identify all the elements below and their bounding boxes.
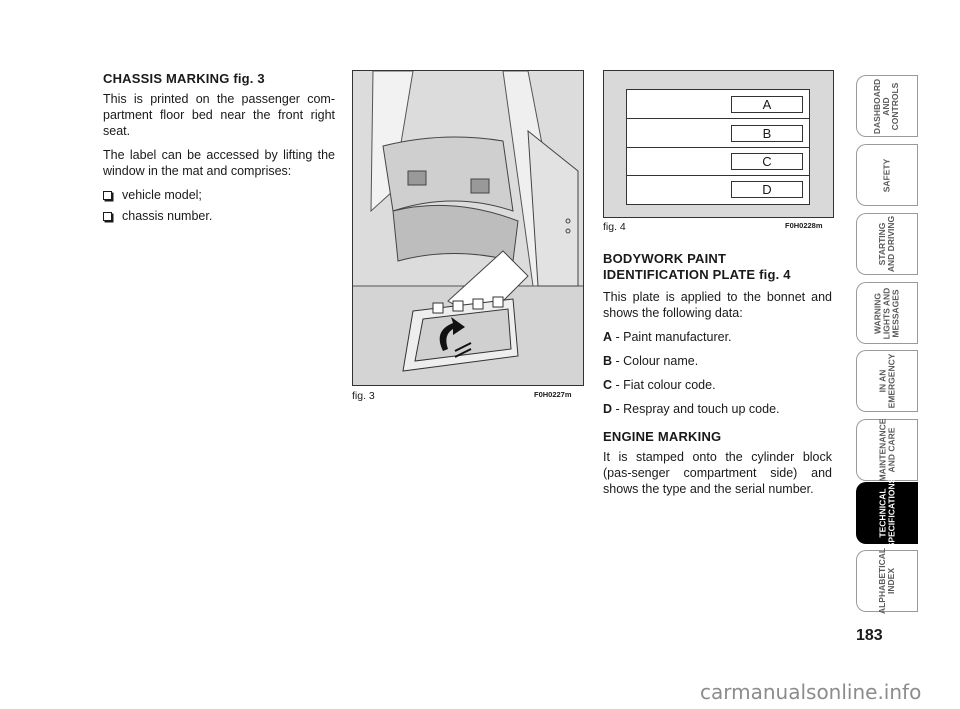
plate-box-b: B [731,125,803,142]
plate-item-c: C - Fiat colour code. [603,378,716,392]
tab-dashboard-and-controls[interactable]: DASHBOARD AND CONTROLS [856,75,918,137]
left-column [103,71,335,229]
plate-item-b: B - Colour name. [603,354,699,368]
tab-maintenance-and-care[interactable]: MAINTENANCE AND CARE [856,419,918,481]
fig3-caption: fig. 3 [352,390,375,402]
paint-plate [626,89,810,205]
tab-alphabetical-index[interactable]: ALPHABETICAL INDEX [856,550,918,612]
checkbox-bullet-icon [103,191,112,200]
fig4-caption: fig. 4 [603,221,626,233]
tab-in-an-emergency[interactable]: IN AN EMERGENCY [856,350,918,412]
plate-box-a: A [731,96,803,113]
chassis-marking-heading: CHASSIS MARKING fig. 3 [103,71,265,86]
tab-safety[interactable]: SAFETY [856,144,918,206]
plate-box-c: C [731,153,803,170]
plate-box-d: D [731,181,803,198]
tab-warning-lights[interactable]: WARNING LIGHTS AND MESSAGES [856,282,918,344]
watermark: carmanualsonline.info [700,680,922,704]
chassis-para-2: The label can be accessed by lifting the window in the mat and comprises: [103,148,335,178]
fig3-illustration [352,70,584,386]
fig4-illustration [603,70,834,218]
paint-plate-para: This plate is applied to the bonnet and shows the following data: [603,290,832,320]
tab-starting-and-driving[interactable]: STARTING AND DRIVING [856,213,918,275]
plate-item-a: A - Paint manufacturer. [603,330,732,344]
tab-technical-specifications[interactable]: TECHNICAL SPECIFICATIONS [856,482,918,544]
checkbox-bullet-icon [103,212,112,221]
paint-plate-heading: BODYWORK PAINT IDENTIFICATION PLATE fig. 4 [603,251,791,282]
chassis-para-1: This is printed on the passenger com-partment floor bed near the front right seat. [103,92,335,138]
fig4-code: F0H0228m [785,221,823,230]
engine-marking-heading: ENGINE MARKING [603,429,722,444]
page-number: 183 [856,627,883,644]
engine-marking-para: It is stamped onto the cylinder block (pas-senger compartment side) and shows the type and the serial number. [603,450,832,496]
car-interior-drawing [353,71,583,385]
plate-item-d: D - Respray and touch up code. [603,402,780,416]
bullet-item: vehicle model; [103,187,335,203]
fig3-code: F0H0227m [534,390,572,399]
right-column [603,251,832,505]
bullet-item: chassis number. [103,208,335,224]
